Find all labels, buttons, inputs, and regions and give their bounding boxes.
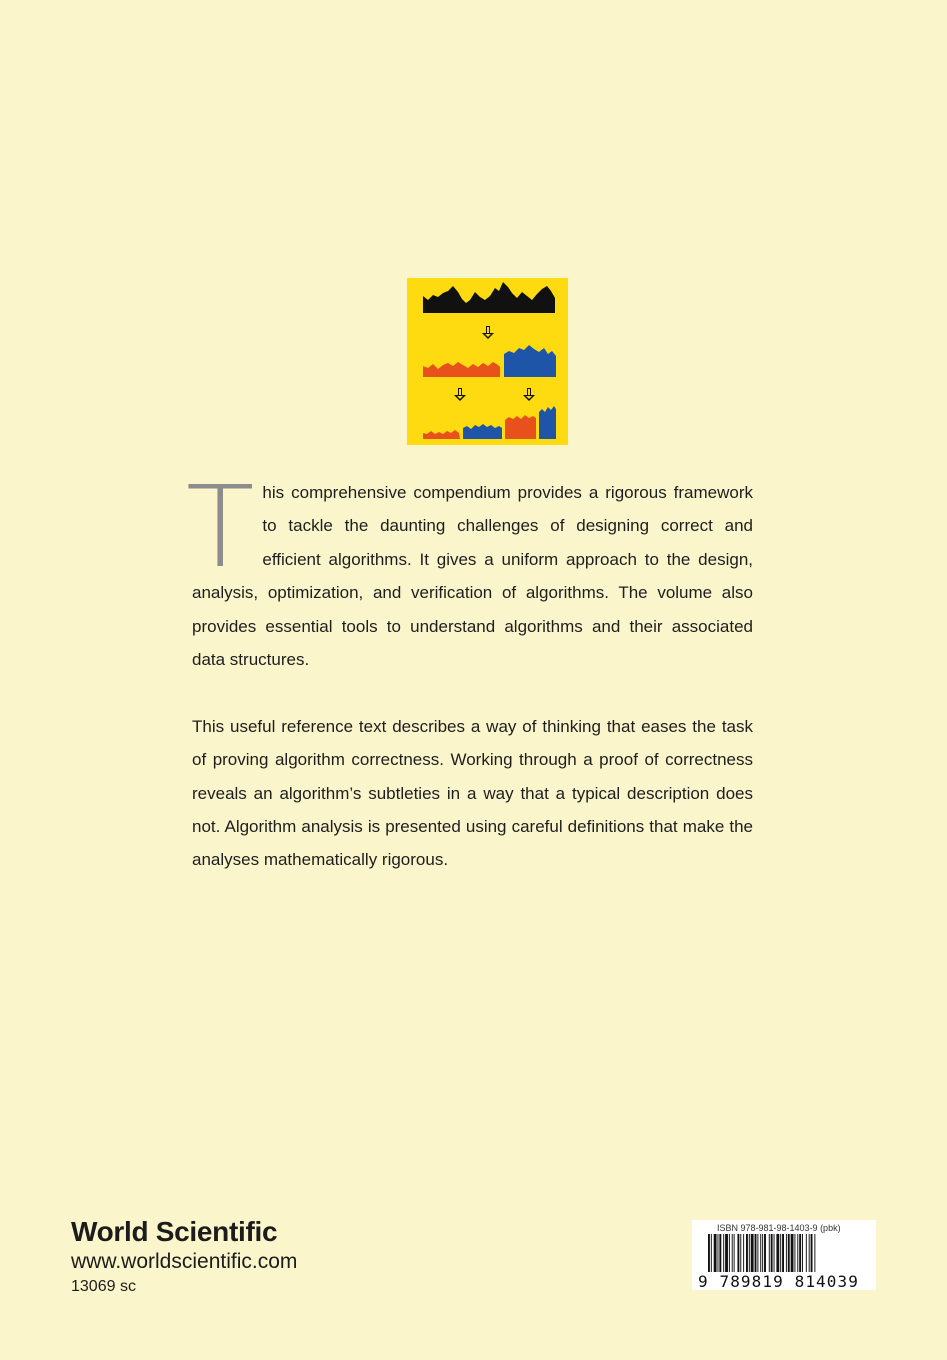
barcode-bar [723, 1234, 724, 1272]
barcode-bar [806, 1234, 807, 1272]
barcode-bar [802, 1234, 803, 1272]
barcode-bar [764, 1234, 766, 1272]
barcode-digits: 9 789819 814039 [698, 1272, 859, 1291]
barcode-bar [791, 1234, 794, 1272]
publisher-code: 13069 sc [71, 1278, 136, 1295]
barcode-bar [814, 1234, 815, 1272]
barcode-bar [714, 1234, 717, 1272]
barcode-bar [794, 1234, 795, 1272]
barcode-bar [760, 1234, 761, 1272]
barcode-bar [729, 1234, 730, 1272]
blurb-paragraph-2: This useful reference text describes a way of thinking that eases the task of proving algorithm correctness. Working through a proof of correctness reveals an algorithm’s subtleties in a way that a typical description does not. Algorithm analysis is presented using careful definitions that make the analyses mathematically rigorous. [192, 716, 753, 870]
barcode-bar [751, 1234, 754, 1272]
quarter-1-silhouette [423, 430, 460, 439]
back-cover-blurb [186, 463, 753, 877]
barcode-bar [786, 1234, 787, 1272]
publisher-url: www.worldscientific.com [71, 1250, 298, 1273]
barcode-bar [746, 1234, 748, 1272]
barcode-bar [797, 1234, 798, 1272]
barcode-bar [740, 1234, 741, 1272]
barcode-bar [771, 1234, 773, 1272]
down-arrow-icon [454, 388, 466, 401]
barcode-bars [698, 1234, 870, 1276]
barcode-bar [743, 1234, 744, 1272]
publisher-block [71, 1216, 297, 1298]
isbn-label: ISBN 978-981-98-1403-9 (pbk) [717, 1223, 841, 1233]
down-arrow-icon [482, 326, 494, 339]
barcode-bar [782, 1234, 784, 1272]
barcode-bar [774, 1234, 775, 1272]
blurb-paragraph-1-text: his comprehensive compendium provides a rigorous framework to tackle the daunting challenges of designing correct and efficient algorithms. It gives a uniform approach to the design, analysis, optimization, and verification of algorithms. The volume also provides essential tools to understand algorithms and their associated data structures. [192, 483, 753, 670]
quarter-3-silhouette [505, 415, 536, 439]
quarter-4-silhouette [539, 406, 556, 439]
cover-illustration [407, 278, 568, 445]
barcode-bar [732, 1234, 733, 1272]
barcode-bar [788, 1234, 790, 1272]
barcode-bar [755, 1234, 757, 1272]
barcode-bar [809, 1234, 810, 1272]
divide-and-conquer-graphic [407, 278, 568, 445]
barcode-bar [711, 1234, 712, 1272]
left-half-silhouette [423, 362, 500, 377]
barcode-bar [718, 1234, 719, 1272]
barcode-bar [776, 1234, 779, 1272]
barcode-bar [757, 1234, 758, 1272]
isbn-barcode [692, 1220, 876, 1290]
unsorted-data-silhouette [423, 282, 555, 313]
barcode-bar [762, 1234, 763, 1272]
barcode-bar [734, 1234, 735, 1272]
quarter-2-silhouette [463, 424, 502, 439]
down-arrow-icon [523, 388, 535, 401]
barcode-bar [799, 1234, 801, 1272]
drop-cap: T [186, 463, 255, 593]
barcode-bar [719, 1234, 721, 1272]
barcode-bar [769, 1234, 770, 1272]
barcode-bar [737, 1234, 739, 1272]
publisher-name: World Scientific [71, 1216, 278, 1247]
barcode-bar [780, 1234, 781, 1272]
barcode-bar [811, 1234, 813, 1272]
blurb-paragraph-1 [186, 463, 753, 676]
barcode-bar [708, 1234, 710, 1272]
barcode-bar [725, 1234, 728, 1272]
right-half-silhouette [504, 345, 556, 377]
barcode-bar [749, 1234, 750, 1272]
